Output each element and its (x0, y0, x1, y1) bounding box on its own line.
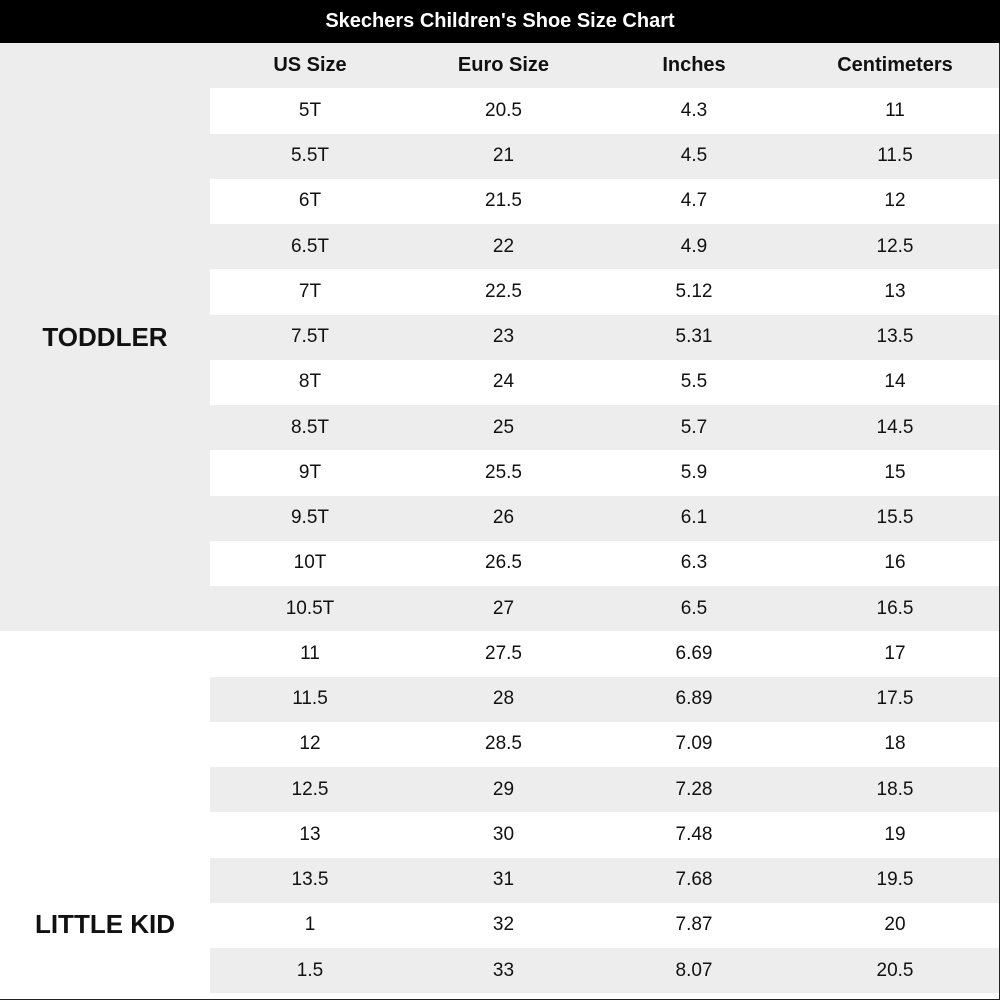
us-size-cell: 9.5T (290, 507, 330, 529)
inches-cell: 5.12 (675, 280, 713, 302)
centimeters-cell: 18 (884, 733, 906, 755)
euro-size-cell: 24 (492, 371, 515, 393)
us-size-cell: 13 (299, 823, 321, 845)
euro-size-cell: 25.5 (485, 461, 522, 483)
table-row (210, 677, 999, 722)
inches-cell: 6.89 (675, 688, 713, 710)
centimeters-cell: 13.5 (876, 326, 914, 348)
us-size-cell: 9T (298, 461, 322, 483)
size-table (210, 43, 999, 993)
table-row (210, 179, 999, 224)
table-row (210, 405, 999, 450)
table-row (210, 496, 999, 541)
table-row (210, 722, 999, 767)
us-size-cell: 12 (299, 733, 321, 755)
euro-size-cell: 31 (492, 869, 515, 891)
centimeters-cell: 19 (884, 823, 906, 845)
euro-size-cell: 23 (492, 326, 515, 348)
euro-size-cell: 20.5 (485, 99, 522, 121)
table-row (210, 134, 999, 179)
inches-cell: 4.7 (680, 190, 708, 212)
table-row (210, 586, 999, 631)
table-row (210, 269, 999, 314)
inches-cell: 7.48 (675, 823, 713, 845)
euro-size-cell: 28.5 (485, 733, 522, 755)
centimeters-cell: 13 (884, 280, 906, 302)
table-row (210, 812, 999, 857)
us-size-cell: 8T (298, 371, 322, 393)
centimeters-cell: 14.5 (876, 416, 914, 438)
table-header-row (210, 43, 999, 88)
centimeters-cell: 16.5 (876, 597, 914, 619)
table-row (210, 948, 999, 993)
category-label-little-kid: LITTLE KID (34, 909, 176, 939)
euro-size-cell: 33 (492, 959, 515, 981)
table-row (210, 224, 999, 269)
euro-size-cell: 28 (492, 688, 515, 710)
euro-size-cell: 22 (492, 235, 515, 257)
centimeters-cell: 19.5 (876, 869, 914, 891)
inches-cell: 5.5 (680, 371, 708, 393)
euro-size-cell: 26 (492, 507, 515, 529)
inches-cell: 4.5 (680, 145, 708, 167)
centimeters-cell: 11 (885, 99, 905, 121)
us-size-cell: 10T (293, 552, 327, 574)
us-size-cell: 11 (300, 642, 320, 664)
euro-size-cell: 21 (492, 145, 515, 167)
table-row (210, 767, 999, 812)
table-row (210, 360, 999, 405)
euro-size-cell: 32 (492, 914, 515, 936)
centimeters-cell: 17 (884, 642, 906, 664)
inches-cell: 5.7 (680, 416, 708, 438)
chart-title: Skechers Children's Shoe Size Chart (0, 0, 1000, 43)
centimeters-cell: 11.5 (877, 145, 913, 167)
euro-size-cell: 27.5 (485, 642, 522, 664)
inches-cell: 5.31 (675, 326, 713, 348)
centimeters-cell: 12.5 (876, 235, 914, 257)
us-size-cell: 10.5T (285, 597, 335, 619)
centimeters-cell: 20.5 (876, 959, 914, 981)
inches-cell: 6.3 (680, 552, 708, 574)
table-row (210, 450, 999, 495)
us-size-cell: 11.5 (292, 688, 328, 710)
us-size-cell: 7.5T (290, 326, 330, 348)
centimeters-cell: 18.5 (876, 778, 914, 800)
us-size-cell: 12.5 (291, 778, 329, 800)
centimeters-cell: 16 (884, 552, 906, 574)
euro-size-cell: 21.5 (485, 190, 522, 212)
us-size-cell: 6.5T (290, 235, 330, 257)
toddler-panel (0, 43, 210, 631)
euro-size-cell: 25 (492, 416, 515, 438)
category-label-toddler: TODDLER (42, 321, 168, 352)
inches-cell: 4.9 (680, 235, 708, 257)
euro-size-cell: 22.5 (485, 280, 522, 302)
us-size-cell: 5.5T (290, 145, 330, 167)
table-row (210, 903, 999, 948)
us-size-cell: 5T (298, 99, 322, 121)
euro-size-cell: 29 (492, 778, 515, 800)
us-size-cell: 7T (298, 280, 322, 302)
inches-cell: 6.69 (675, 642, 713, 664)
inches-cell: 4.3 (680, 99, 708, 121)
inches-cell: 7.68 (675, 869, 713, 891)
centimeters-cell: 20 (884, 914, 906, 936)
inches-cell: 6.1 (680, 507, 708, 529)
header-euro-size: Euro Size (457, 54, 550, 77)
euro-size-cell: 30 (492, 823, 515, 845)
table-body (210, 88, 999, 993)
us-size-cell: 8.5T (290, 416, 330, 438)
us-size-cell: 6T (298, 190, 322, 212)
centimeters-cell: 15.5 (876, 507, 914, 529)
centimeters-cell: 14 (884, 371, 906, 393)
centimeters-cell: 12 (884, 190, 906, 212)
header-us-size: US Size (273, 54, 347, 77)
centimeters-cell: 15 (884, 461, 906, 483)
header-inches: Inches (662, 54, 726, 77)
euro-size-cell: 26.5 (485, 552, 522, 574)
inches-cell: 7.28 (675, 778, 713, 800)
table-row (210, 858, 999, 903)
inches-cell: 6.5 (680, 597, 708, 619)
inches-cell: 8.07 (675, 959, 713, 981)
little-kid-panel (0, 631, 210, 999)
centimeters-cell: 17.5 (876, 688, 914, 710)
table-row (210, 541, 999, 586)
inches-cell: 7.87 (675, 914, 713, 936)
euro-size-cell: 27 (492, 597, 515, 619)
table-row (210, 315, 999, 360)
inches-cell: 5.9 (680, 461, 708, 483)
us-size-cell: 1.5 (296, 959, 324, 981)
us-size-cell: 1 (304, 914, 316, 936)
us-size-cell: 13.5 (291, 869, 329, 891)
inches-cell: 7.09 (675, 733, 713, 755)
header-centimeters: Centimeters (837, 54, 953, 77)
table-row (210, 88, 999, 133)
table-row (210, 631, 999, 676)
